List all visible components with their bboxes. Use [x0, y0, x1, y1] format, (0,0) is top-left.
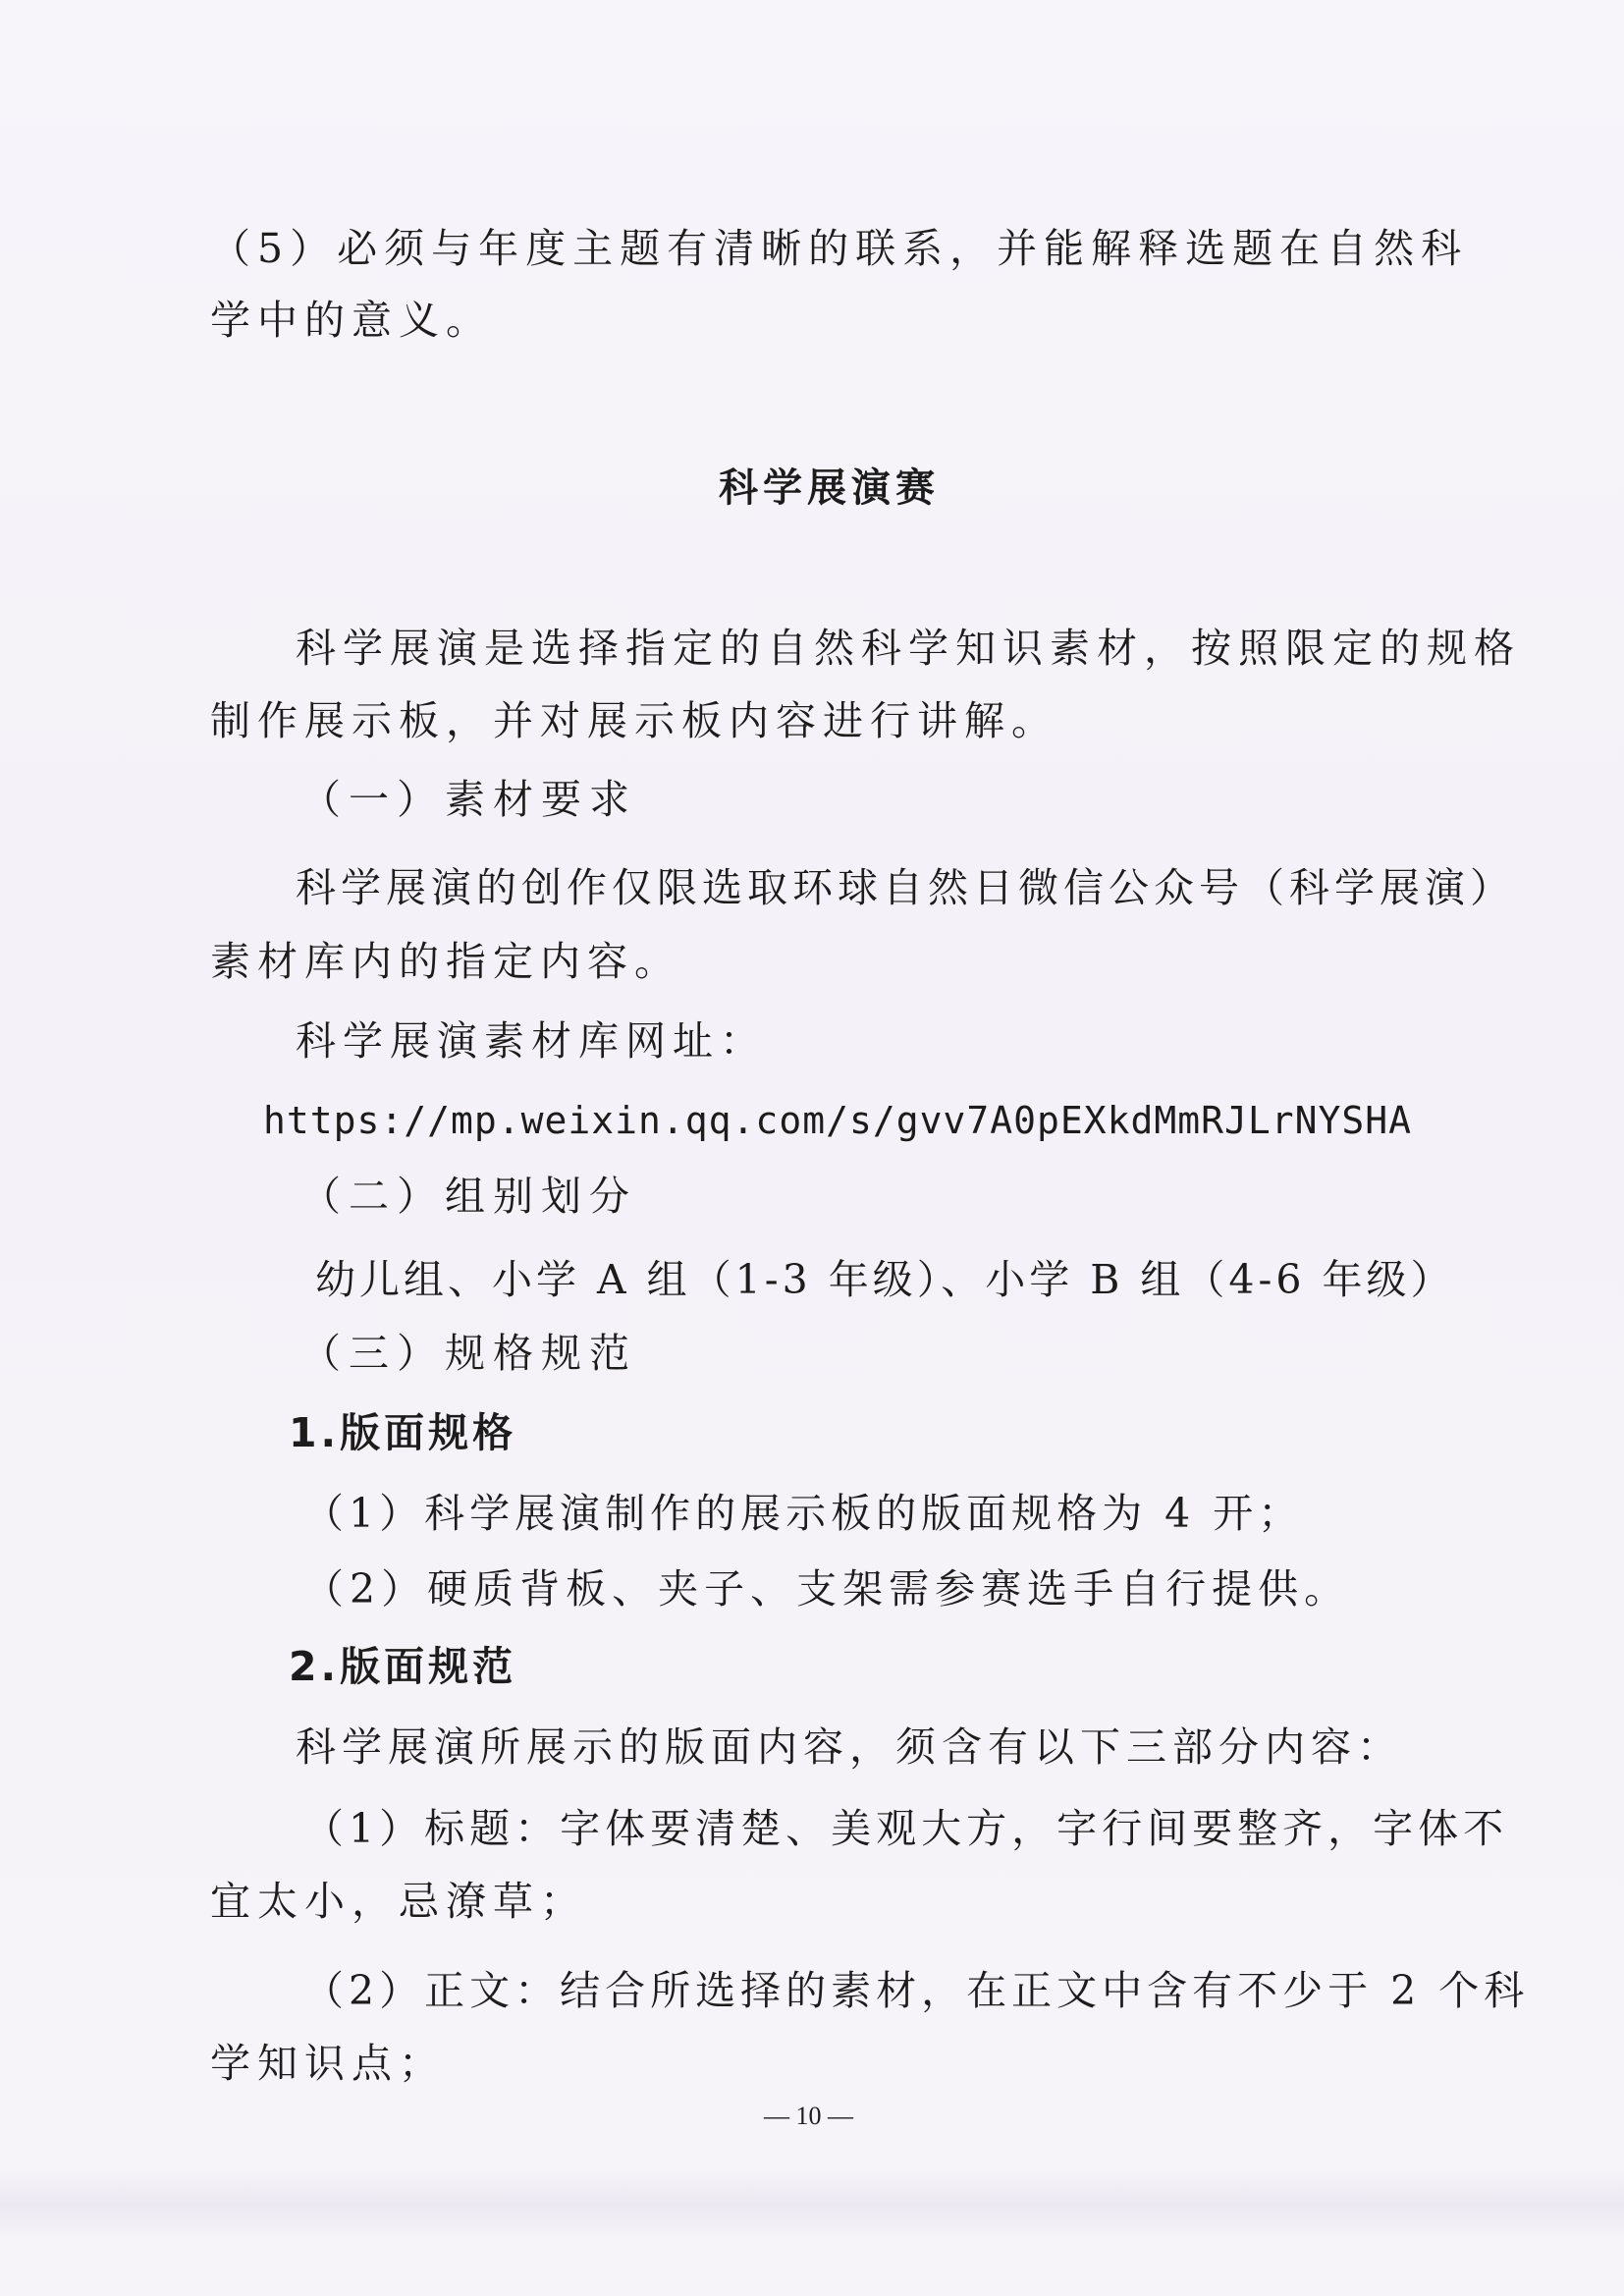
part2-heading: （二）组别划分: [300, 1173, 637, 1220]
page-number: — 10 —: [764, 2102, 853, 2130]
part1-body-line1: 科学展演的创作仅限选取环球自然日微信公众号（科学展演）: [296, 864, 1515, 911]
sub2-item2-line2: 学知识点；: [210, 2040, 446, 2087]
part1-body-line2: 素材库内的指定内容。: [210, 938, 681, 985]
part3-heading: （三）规格规范: [300, 1330, 637, 1377]
sub2-item1-line1: （1）标题：字体要清楚、美观大方，字行间要整齐，字体不: [303, 1805, 1509, 1852]
part2-body: 幼儿组、小学 A 组（1-3 年级）、小学 B 组（4-6 年级）: [315, 1256, 1455, 1303]
sub2-item1-line2: 宜太小，忌潦草；: [210, 1878, 587, 1925]
sub2-intro: 科学展演所展示的版面内容，须含有以下三部分内容：: [296, 1723, 1403, 1771]
intro-line1: 科学展演是选择指定的自然科学知识素材，按照限定的规格: [296, 625, 1521, 672]
scan-smudge: [0, 2170, 1624, 2239]
material-library-url[interactable]: https://mp.weixin.qq.com/s/gvv7A0pEXkdMmRJLrNYSHA: [263, 1099, 1413, 1142]
section-title: 科学展演赛: [719, 465, 940, 511]
sub1-item1: （1）科学展演制作的展示板的版面规格为 4 开；: [303, 1490, 1304, 1537]
url-label: 科学展演素材库网址：: [296, 1017, 767, 1065]
part1-heading: （一）素材要求: [300, 776, 637, 823]
item5-line1: （5）必须与年度主题有清晰的联系，并能解释选题在自然科: [210, 225, 1469, 272]
item5-line2: 学中的意义。: [210, 297, 493, 344]
sub2-heading: 2.版面规范: [289, 1643, 517, 1690]
sub1-item2: （2）硬质背板、夹子、支架需参赛选手自行提供。: [303, 1565, 1351, 1613]
sub2-item2-line1: （2）正文：结合所选择的素材，在正文中含有不少于 2 个科: [303, 1967, 1530, 2014]
intro-line2: 制作展示板，并对展示板内容进行讲解。: [210, 697, 1058, 744]
sub1-heading: 1.版面规格: [289, 1409, 517, 1456]
